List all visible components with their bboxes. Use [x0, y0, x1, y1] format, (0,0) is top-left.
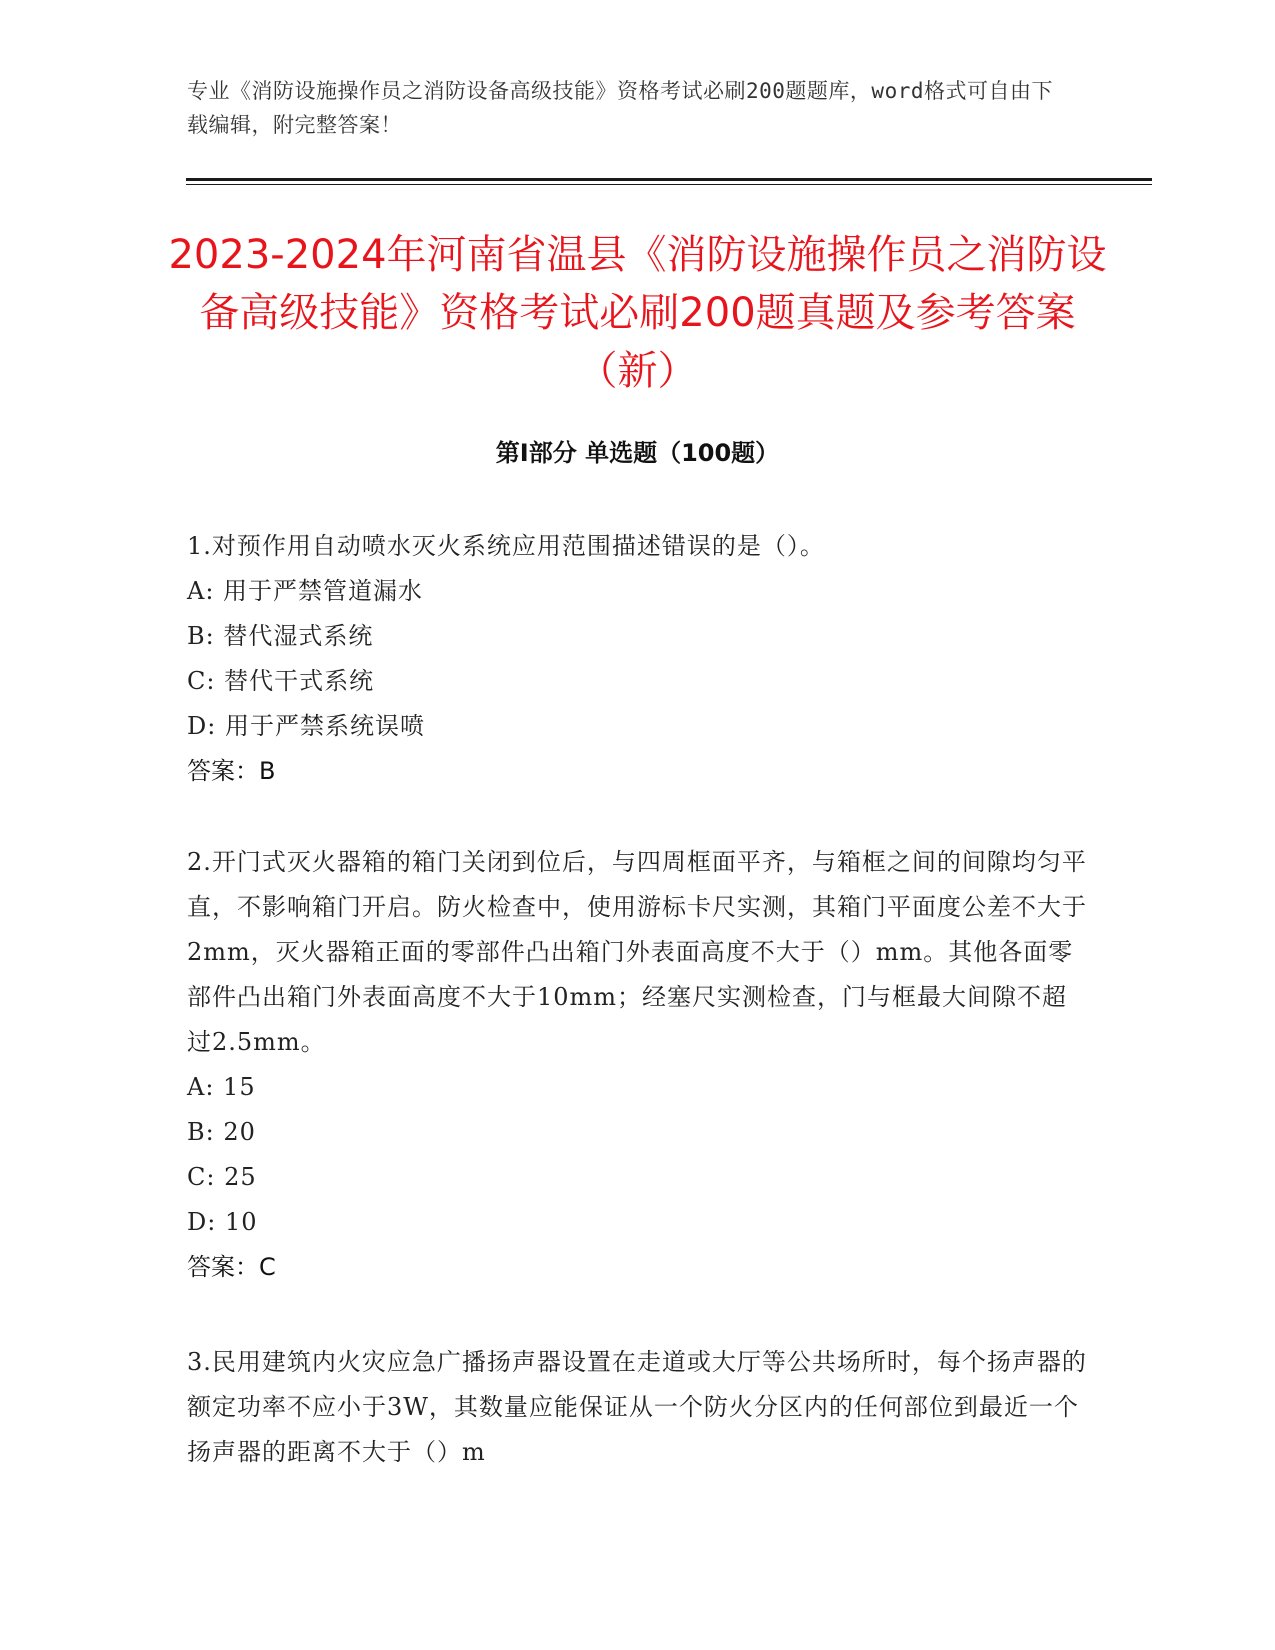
question-2: [187, 840, 1087, 1290]
answer: 答案：C: [187, 1253, 276, 1281]
question-1: [187, 524, 1087, 794]
option-b: B: 20: [187, 1118, 256, 1146]
option-b: B: 替代湿式系统: [187, 622, 374, 650]
question-stem: 1.对预作用自动喷水灭火系统应用范围描述错误的是（）。: [187, 532, 825, 560]
header-divider-thin: [186, 184, 1152, 185]
question-3: [187, 1340, 1087, 1475]
option-c: C: 替代干式系统: [187, 667, 375, 695]
option-a: A: 用于严禁管道漏水: [187, 577, 424, 605]
option-d: D: 10: [187, 1208, 258, 1236]
answer: 答案：B: [187, 757, 276, 785]
section-heading: 第I部分 单选题（100题）: [495, 439, 780, 467]
option-a: A: 15: [187, 1073, 256, 1101]
document-title: 2023-2024年河南省温县《消防设施操作员之消防设备高级技能》资格考试必刷200题真题及参考答案（新）: [168, 232, 1107, 394]
header-note: 专业《消防设施操作员之消防设备高级技能》资格考试必刷200题题库，word格式可自由下载编辑，附完整答案！: [187, 79, 1053, 137]
option-c: C: 25: [187, 1163, 257, 1191]
header-divider-thick: [186, 178, 1152, 181]
question-stem: 2.开门式灭火器箱的箱门关闭到位后，与四周框面平齐，与箱框之间的间隙均匀平直，不影响箱门开启。防火检查中，使用游标卡尺实测，其箱门平面度公差不大于2mm，灭火器箱正面的零部件凸出箱门外表面高度不大于（）mm。其他各面零部件凸出箱门外表面高度不大于10mm；经塞尺实测检查，门与框最大间隙不超过2.5mm。: [187, 848, 1087, 1056]
option-d: D: 用于严禁系统误喷: [187, 712, 425, 740]
question-stem: 3.民用建筑内火灾应急广播扬声器设置在走道或大厅等公共场所时，每个扬声器的额定功率不应小于3W，其数量应能保证从一个防火分区内的任何部位到最近一个扬声器的距离不大于（）m: [187, 1348, 1087, 1466]
